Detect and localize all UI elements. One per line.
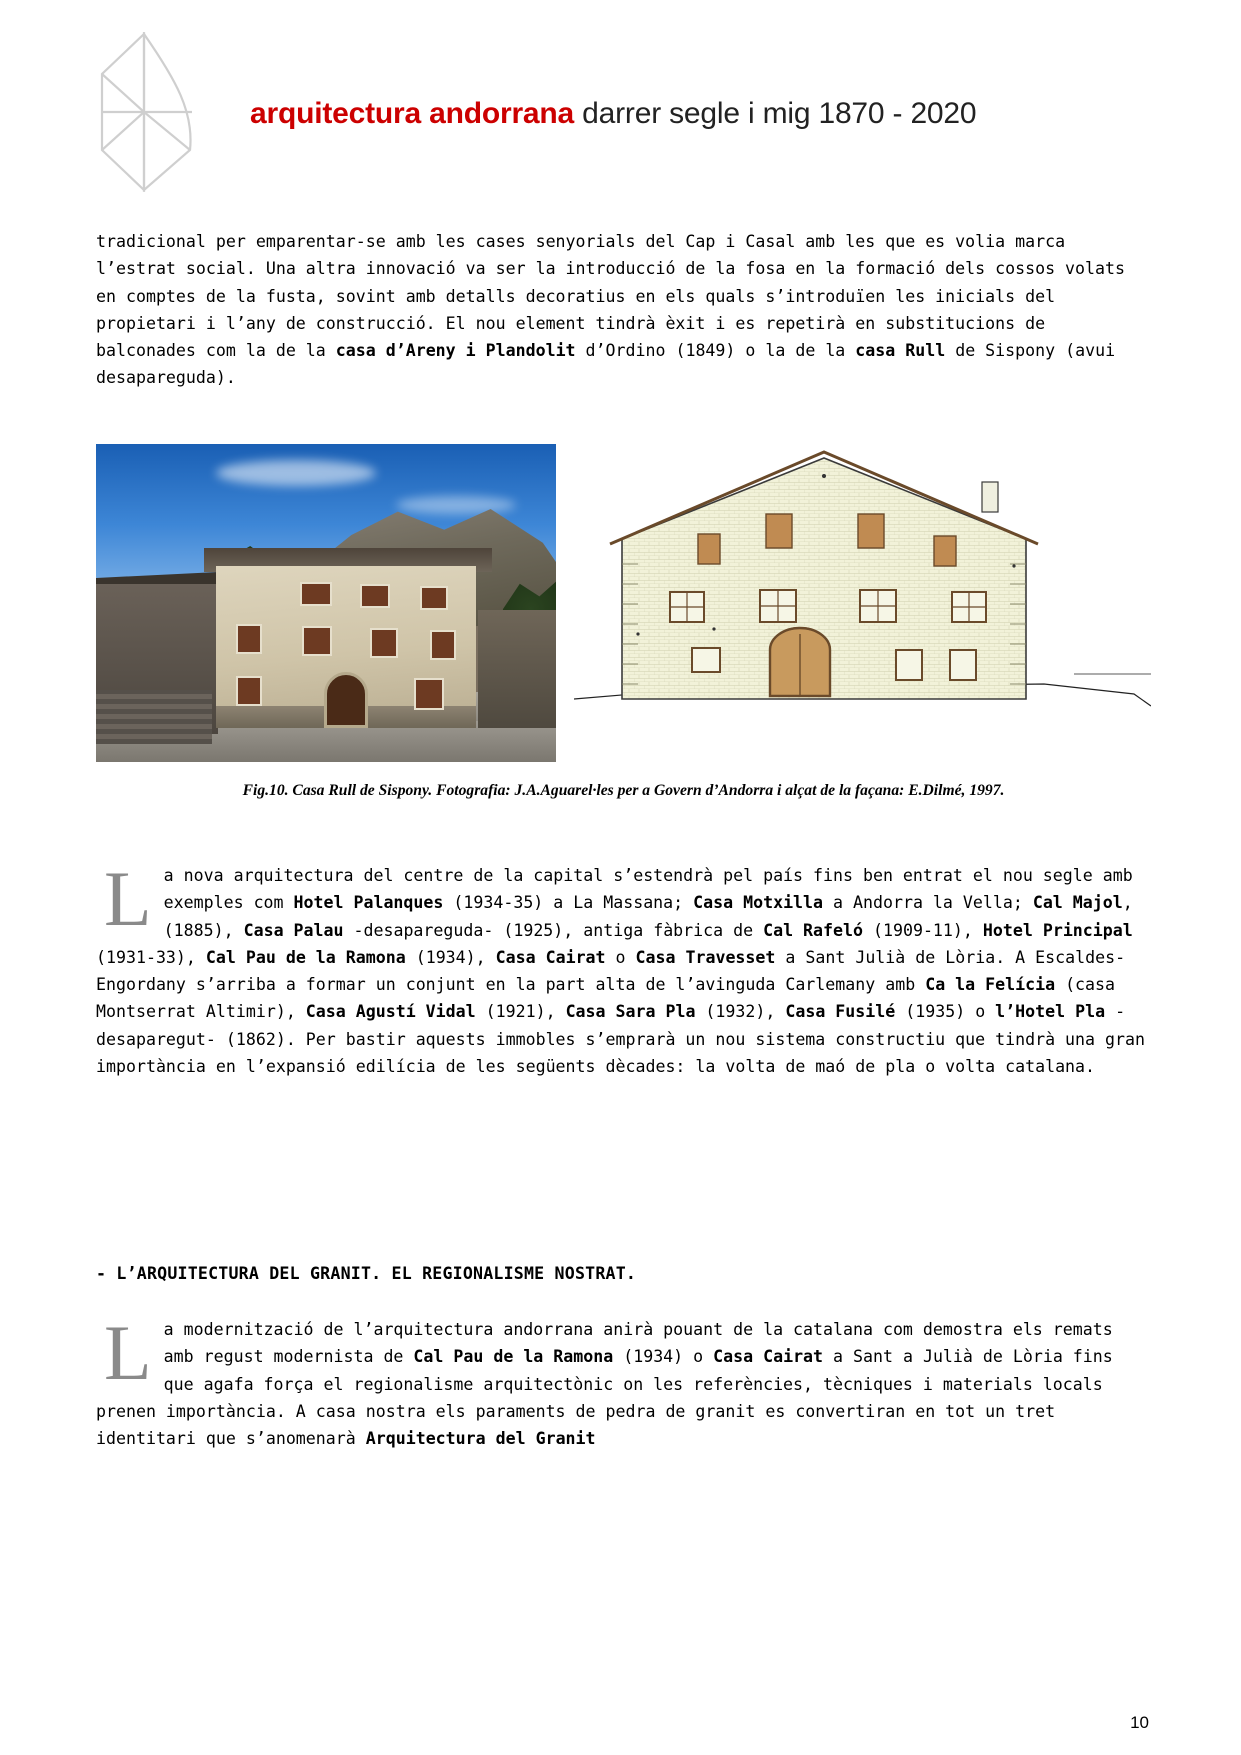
dropcap-letter: L bbox=[104, 1309, 152, 1396]
photo-window bbox=[300, 582, 332, 606]
photo-window bbox=[236, 624, 262, 654]
casa-rull-photograph bbox=[96, 444, 556, 762]
figure-group bbox=[96, 444, 1151, 764]
photo-window bbox=[302, 626, 332, 656]
paragraph-nova-arquitectura: a nova arquitectura del centre de la capital s’estendrà pel país fins ben entrat el nou segle amb exemples com Hotel Palanques (1934-35) a La Massana; Casa Motxilla a Andorra la Vella; Cal Majol, (1885), Casa Palau -desapareguda- (1925), antiga fàbrica de Cal Rafeló (1909-11), Hotel Principal (1931-33), Cal Pau de la Ramona (1934), Casa Cairat o Casa Travesset a Sant Julià de Lòria. A Escaldes-Engordany s’arriba a formar un conjunt en la part alta de l’avinguda Carlemany amb Ca la Felícia (casa Montserrat Altimir), Casa Agustí Vidal (1921), Casa Sara Pla (1932), Casa Fusilé (1935) o l’Hotel Pla - desaparegut- (1862). Per bastir aquests immobles s’emprarà un nou sistema constructiu que tindrà una gran importància en l’expansió edilícia de les següents dècades: la volta de maó de pla o volta catalana. bbox=[96, 866, 1145, 1077]
andorra-house-outline-logo-icon bbox=[98, 32, 194, 192]
photo-stone-retaining-wall bbox=[96, 690, 212, 744]
photo-window bbox=[360, 584, 390, 608]
paragraph-modernitzacio-block bbox=[96, 1309, 1148, 1452]
figure-caption: Fig.10. Casa Rull de Sispony. Fotografia: J.A.Aguarel·les per a Govern d’Andorra i alçat de la façana: E.Dilmé, 1997. bbox=[242, 782, 1005, 799]
photo-window bbox=[430, 630, 456, 660]
photo-main-door bbox=[324, 672, 368, 728]
photo-window bbox=[414, 678, 444, 710]
photo-window bbox=[420, 586, 448, 610]
paragraph-nova-arquitectura-block bbox=[96, 855, 1148, 1080]
photo-cloud bbox=[396, 496, 516, 514]
dropcap-letter: L bbox=[104, 855, 152, 942]
photo-window bbox=[370, 628, 398, 658]
casa-rull-facade-elevation-drawing bbox=[574, 444, 1151, 762]
photo-right-building bbox=[478, 610, 556, 728]
section-heading-arquitectura-granit: - L’ARQUITECTURA DEL GRANIT. EL REGIONALISME NOSTRAT. bbox=[96, 1264, 637, 1283]
page-title bbox=[250, 97, 976, 131]
photo-window bbox=[236, 676, 262, 706]
page-header bbox=[0, 22, 1241, 192]
photo-cloud bbox=[216, 460, 376, 486]
intro-paragraph-container bbox=[96, 228, 1148, 392]
paragraph-tradicional: tradicional per emparentar-se amb les cases senyorials del Cap i Casal amb les que es volia marca l’estrat social. Una altra innovació va ser la introducció de la fosa en la formació dels cossos volats en comptes de la fusta, sovint amb detalls decoratius en els quals s’introduïen les inicials del propietari i l’any de construcció. El nou element tindrà èxit i es repetirà en substitucions de balconades com la de la casa d’Areny i Plandolit d’Ordino (1849) o la de la casa Rull de Sispony (avui desapareguda). bbox=[96, 232, 1125, 388]
page-number: 10 bbox=[1130, 1713, 1149, 1732]
paragraph-modernitzacio: a modernització de l’arquitectura andorrana anirà pouant de la catalana com demostra els remats amb regust modernista de Cal Pau de la Ramona (1934) o Casa Cairat a Sant a Julià de Lòria fins que agafa força el regionalisme arquitectònic on les referències, tècniques i materials locals prenen importància. A casa nostra els paraments de pedra de granit es convertiran en tot un tret identitari que s’anomenarà Arquitectura del Granit bbox=[96, 1320, 1113, 1449]
page-title-highlight: arquitectura andorrana bbox=[250, 97, 575, 130]
page-title-subtitle: darrer segle i mig 1870 - 2020 bbox=[574, 97, 977, 130]
